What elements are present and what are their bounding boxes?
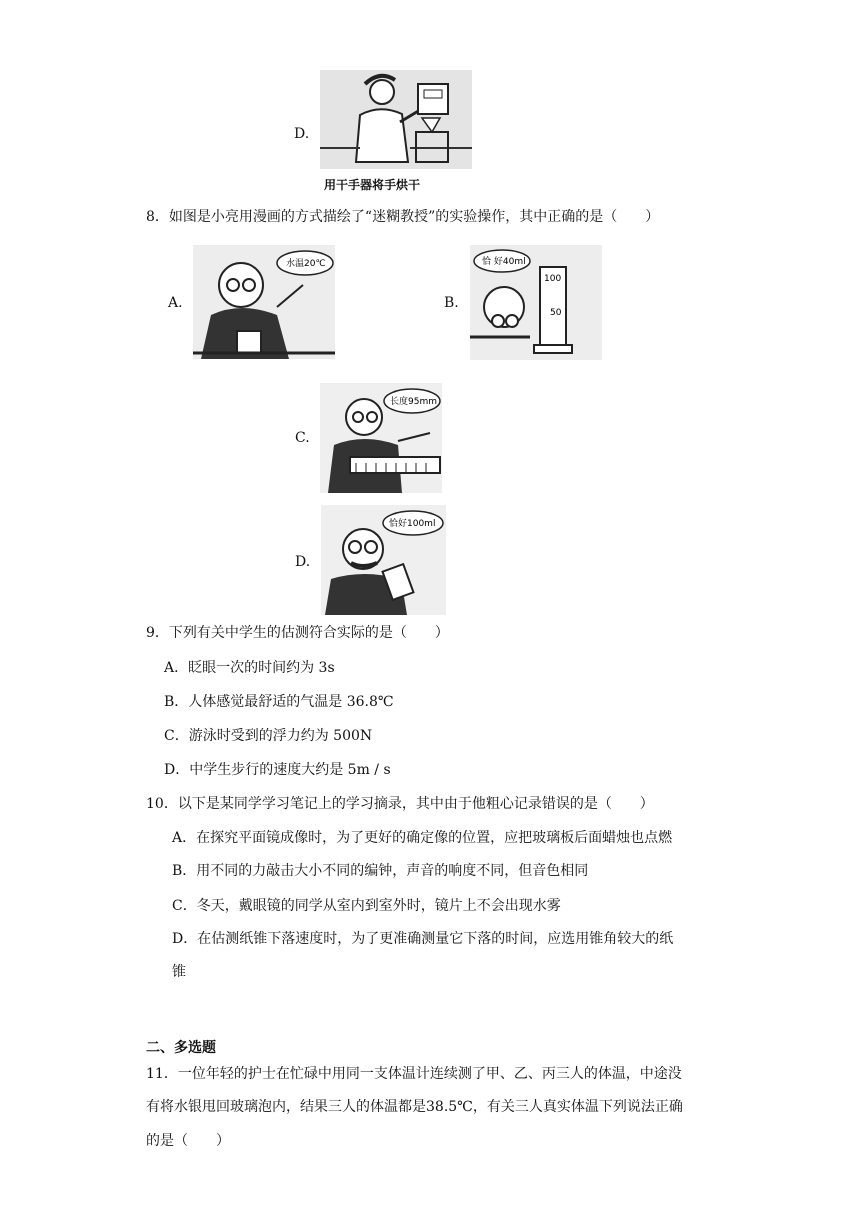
- hand-dryer-image: [320, 70, 472, 169]
- thermometer-cartoon-drawing: [193, 245, 335, 359]
- q8-d-bubble: 恰好100ml: [389, 519, 436, 529]
- svg-text:100: 100: [544, 274, 562, 284]
- q11-line-3: 的是（ ）: [146, 1133, 230, 1149]
- q10-option-c: C．冬天，戴眼镜的同学从室内到室外时，镜片上不会出现水雾: [172, 898, 561, 914]
- beaker-cartoon-image: [321, 505, 446, 615]
- q9-stem: 9．下列有关中学生的估测符合实际的是（ ）: [146, 625, 449, 641]
- q8-option-b-letter: B.: [444, 295, 459, 311]
- ruler-cartoon-image: [320, 383, 442, 493]
- q10-option-d: D．在估测纸锥下落速度时，为了更准确测量它下落的时间，应选用锥角较大的纸: [172, 931, 674, 947]
- q8-a-bubble: 水温20℃: [286, 259, 326, 269]
- q10-option-a: A．在探究平面镜成像时，为了更好的确定像的位置，应把玻璃板后面蜡烛也点燃: [172, 830, 673, 846]
- q9-option-b: B．人体感觉最舒适的气温是 36.8℃: [164, 694, 394, 710]
- graduated-cylinder-cartoon-drawing: [470, 245, 602, 360]
- q10-option-b: B．用不同的力敲击大小不同的编钟，声音的响度不同，但音色相同: [172, 863, 589, 879]
- q10-stem: 10．以下是某同学学习笔记上的学习摘录，其中由于他粗心记录错误的是（ ）: [146, 796, 654, 812]
- beaker-cartoon-drawing: [321, 505, 446, 615]
- q8-stem: 8．如图是小亮用漫画的方式描绘了“迷糊教授”的实验操作，其中正确的是（ ）: [146, 209, 660, 225]
- graduated-cylinder-cartoon-image: [470, 245, 602, 360]
- q11-line-1: 11．一位年轻的护士在忙碌中用同一支体温计连续测了甲、乙、丙三人的体温，中途没: [146, 1066, 682, 1082]
- q8-c-bubble: 长度95mm: [390, 397, 437, 407]
- svg-text:50: 50: [550, 308, 562, 318]
- hand-dryer-caption: 用干手器将手烘干: [324, 178, 421, 192]
- q9-option-d: D．中学生步行的速度大约是 5m / s: [164, 762, 391, 778]
- q8-option-c-letter: C.: [295, 430, 310, 446]
- section-heading: 二、多选题: [146, 1040, 216, 1056]
- ruler-cartoon-drawing: [320, 383, 442, 493]
- q8-b-bubble: 恰 好40ml: [482, 257, 526, 267]
- q8-option-a-letter: A.: [168, 295, 183, 311]
- thermometer-cartoon-image: [193, 245, 335, 359]
- q11-line-2: 有将水银甩回玻璃泡内，结果三人的体温都是38.5℃，有关三人真实体温下列说法正确: [146, 1099, 683, 1115]
- q7-option-d-letter: D.: [294, 126, 310, 142]
- hand-dryer-drawing: [320, 70, 472, 169]
- q9-option-c: C．游泳时受到的浮力约为 500N: [164, 728, 373, 744]
- q9-option-a: A．眨眼一次的时间约为 3s: [164, 660, 335, 676]
- q10-option-d-continued: 锥: [172, 964, 186, 980]
- q8-option-d-letter: D.: [295, 554, 311, 570]
